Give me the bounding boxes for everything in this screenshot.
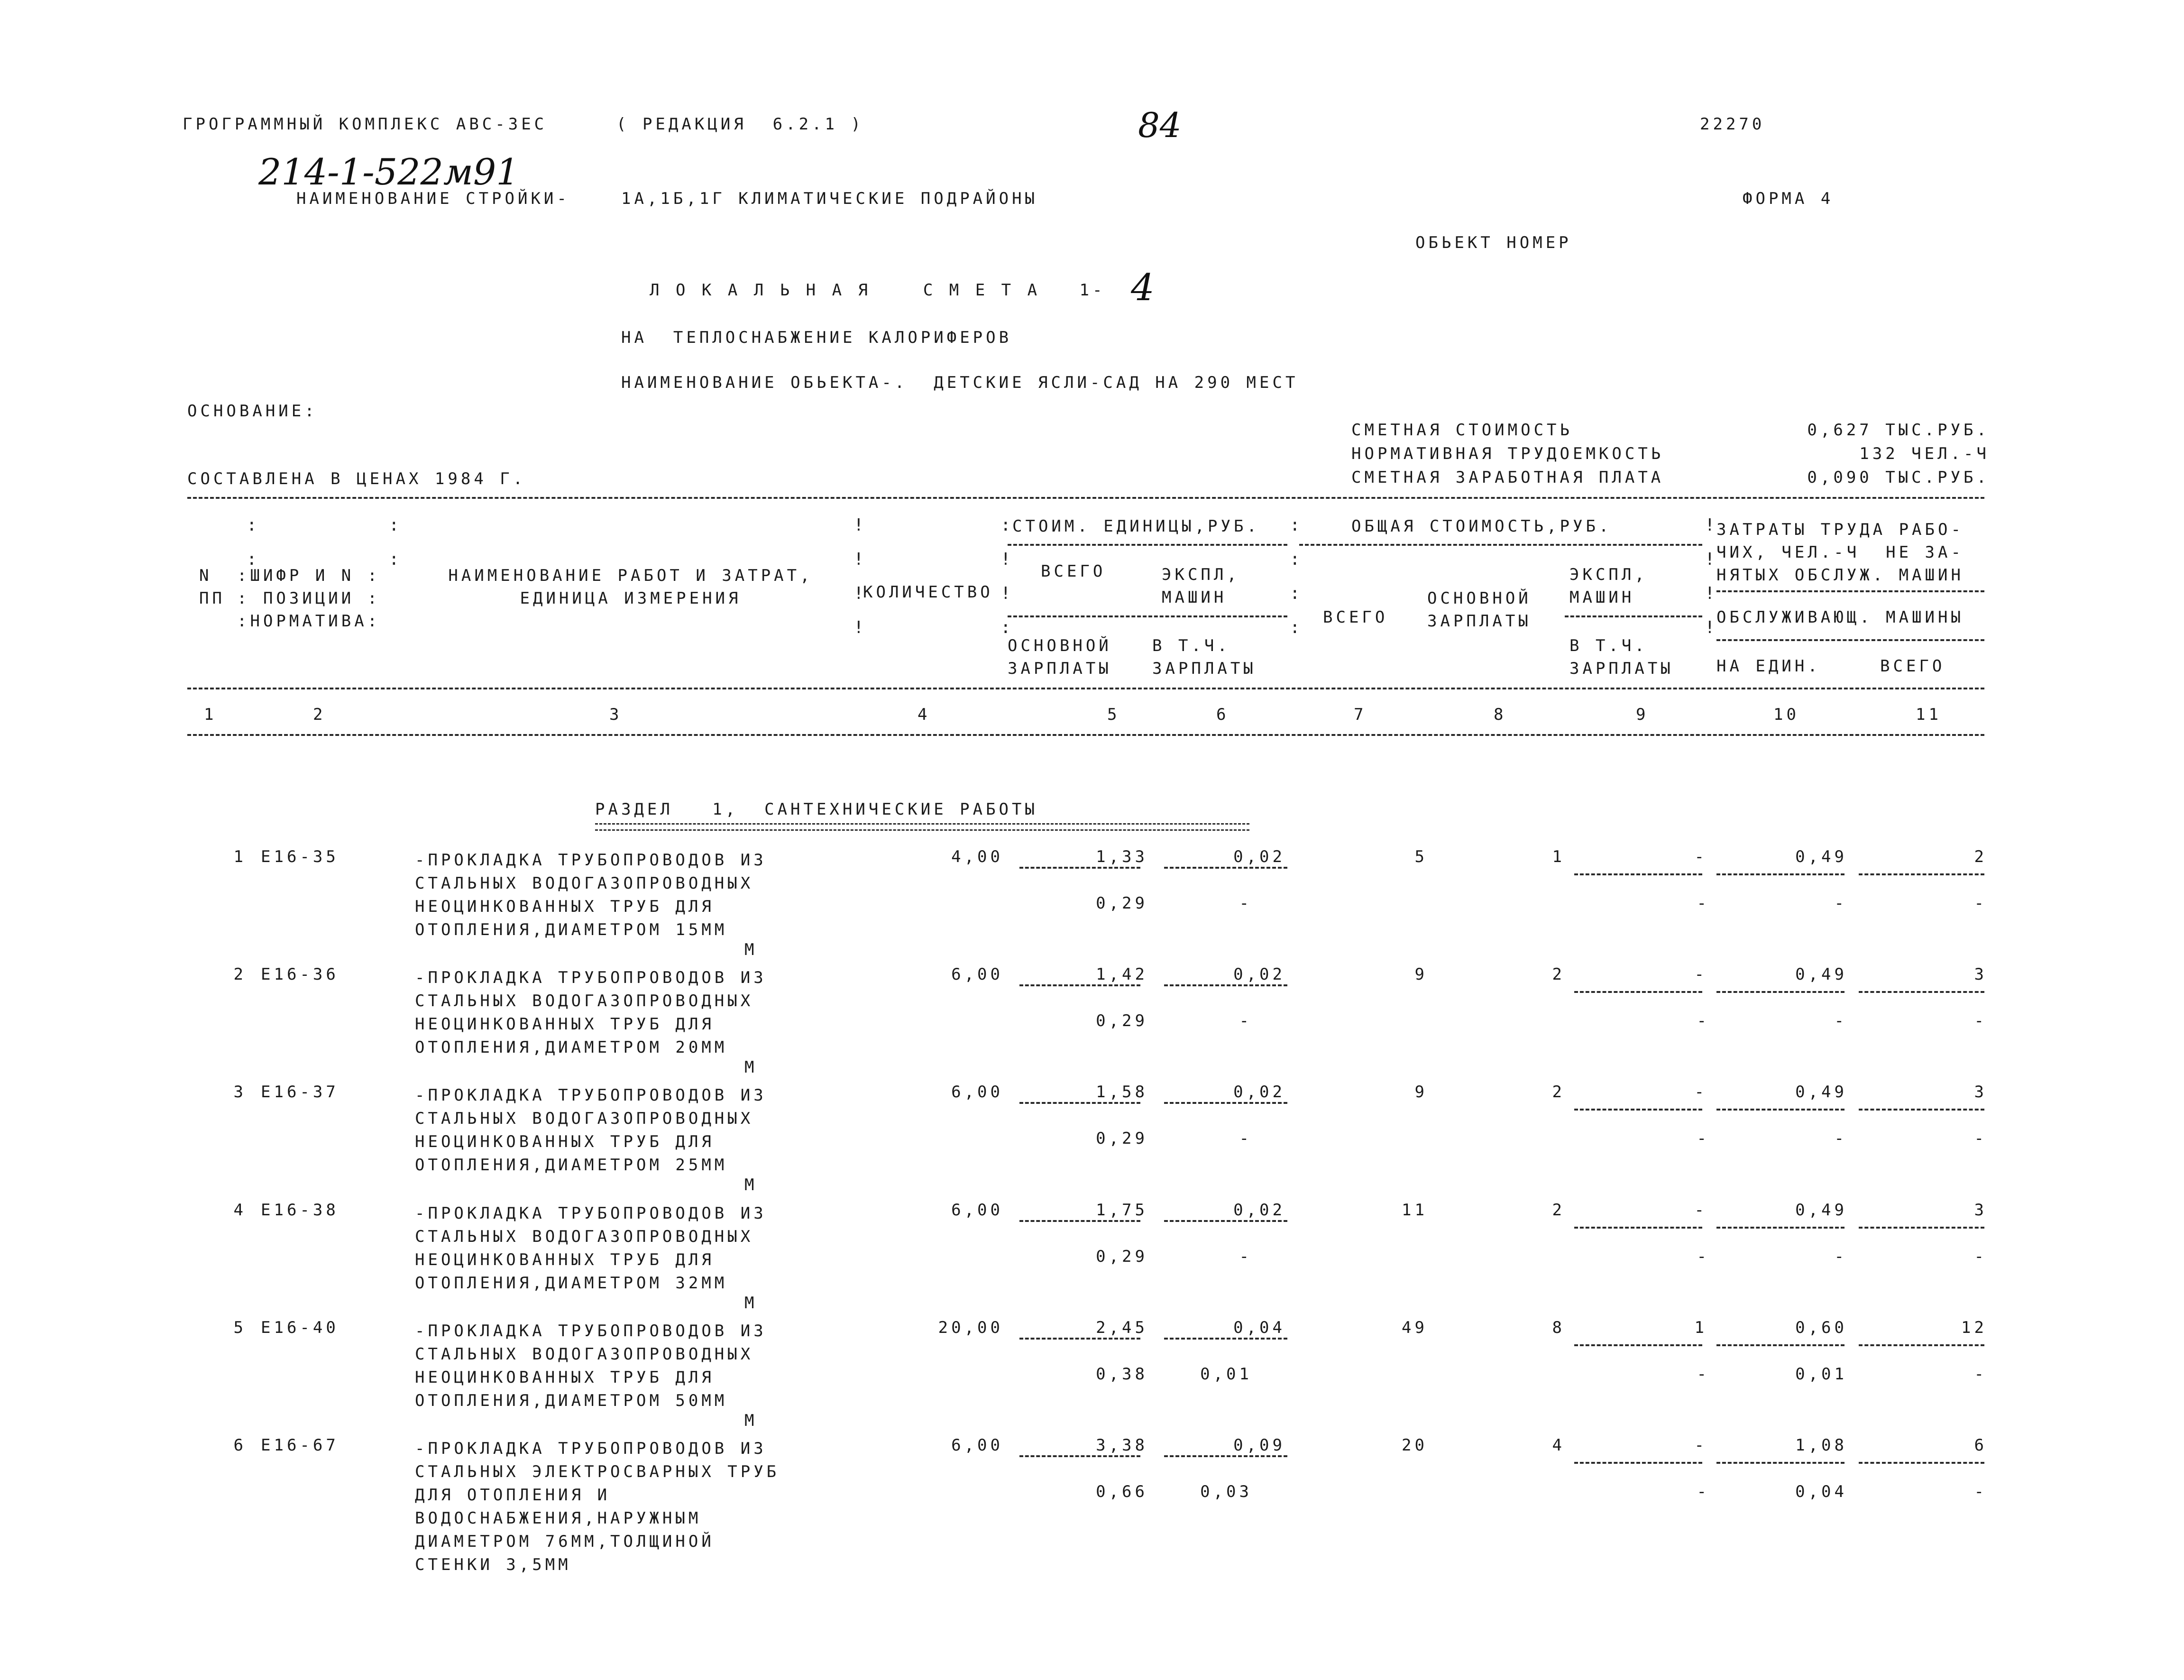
summary-label: СМЕТНАЯ ЗАРАБОТНАЯ ПЛАТА [1351,468,1664,487]
column-number: 9 [1636,705,1649,724]
row-rule [1574,1227,1702,1229]
row-unit-wage: 0,29 [1096,1011,1148,1030]
row-total: 9 [1414,965,1428,984]
header-npp: N ПП [199,566,225,608]
row-rule [1859,1227,1984,1229]
row-code: Е16-37 [261,1083,339,1102]
row-labor-total: 12 [1961,1318,1987,1337]
row-quantity: 4,00 [951,847,1003,866]
page-number-handwritten: 84 [1138,105,1182,145]
header-rule [1716,639,1984,641]
row-rule [1716,1227,1844,1229]
column-number: 3 [609,705,623,724]
summary-value: 0,090 ТЫС.РУБ. [1807,468,1990,487]
row-unit-total: 3,38 [1096,1436,1148,1455]
row-unit-incl-wage: - [1239,1011,1252,1030]
estimate-title: Л О К А Л Ь Н А Я С М Е Т А 1- [650,281,1106,300]
row-unit-incl-wage: - [1239,1129,1252,1148]
row-labor-unit: 0,49 [1795,847,1847,866]
column-number: 5 [1107,705,1120,724]
row-labor-unit: 0,60 [1795,1318,1847,1337]
col-separator: ! ! ! ! [853,515,864,637]
row-unit-machines: 0,09 [1233,1436,1285,1455]
doc-number-handwritten: 214-1-522м91 [258,151,519,193]
row-total-machines: - [1694,1083,1707,1102]
header-description: НАИМЕНОВАНИЕ РАБОТ И ЗАТРАТ, ЕДИНИЦА ИЗМЕРЕНИЯ [448,566,813,608]
row-rule [1859,991,1984,993]
header-total-cost: ОБЩАЯ СТОИМОСТЬ,РУБ. [1351,517,1612,536]
row-unit-incl-wage: - [1239,1247,1252,1266]
row-quantity: 6,00 [951,1201,1003,1220]
row-unit-total: 1,42 [1096,965,1148,984]
col-separator: : : : : [1290,515,1300,637]
row-number: 2 [233,965,247,984]
header-labor: ЗАТРАТЫ ТРУДА РАБО- ЧИХ, ЧЕЛ.-Ч НЕ ЗА- НЯТЫХ ОБСЛУЖ. МАШИН [1716,520,1964,585]
summary-label: НОРМАТИВНАЯ ТРУДОЕМКОСТЬ [1351,444,1664,463]
row-unit: М [744,1175,758,1194]
estimate-number-handwritten: 4 [1131,266,1155,309]
row-unit-machines: 0,04 [1233,1318,1285,1337]
column-number: 7 [1354,705,1367,724]
row-rule [1574,1109,1702,1111]
row-unit-total: 1,75 [1096,1201,1148,1220]
row-unit: М [744,1294,758,1313]
row-unit-machines: 0,02 [1233,847,1285,866]
row-rule [1716,991,1844,993]
header-rule [1565,615,1702,617]
program-name: ГРОГРАММНЫЙ КОМПЛЕКС АВС-3ЕС [183,115,548,134]
table-top-rule [187,497,1984,499]
row-code: Е16-35 [261,847,339,866]
row-code: Е16-40 [261,1318,339,1337]
row-description: -ПРОКЛАДКА ТРУБОПРОВОДОВ ИЗ СТАЛЬНЫХ ВОДОГАЗОПРОВОДНЫХ НЕОЦИНКОВАННЫХ ТРУБ ДЛЯ ОТОПЛЕНИЯ,ДИАМЕТРОМ 20ММ [415,968,767,1057]
row-total: 11 [1402,1201,1428,1220]
row-unit-wage: 0,66 [1096,1482,1148,1501]
row-rule [1164,1338,1287,1340]
summary-value: 132 ЧЕЛ.-Ч [1859,444,1990,463]
row-rule [1716,1344,1844,1346]
row-labor-total: 3 [1974,965,1987,984]
construction-label: НАИМЕНОВАНИЕ СТРОЙКИ- [296,189,570,208]
row-unit-total: 1,58 [1096,1083,1148,1102]
estimate-subtitle: НА ТЕПЛОСНАБЖЕНИЕ КАЛОРИФЕРОВ [621,328,1012,347]
row-labor-total: 2 [1974,847,1987,866]
row-unit-wage: 0,29 [1096,1129,1148,1148]
row-unit-wage: 0,29 [1096,894,1148,913]
row-unit: М [744,1411,758,1430]
construction-value: 1А,1Б,1Г КЛИМАТИЧЕСКИЕ ПОДРАЙОНЫ [621,189,1038,208]
object-name: НАИМЕНОВАНИЕ ОБЬЕКТА-. ДЕТСКИЕ ЯСЛИ-САД НА 290 МЕСТ [621,373,1299,392]
row-number: 3 [233,1083,247,1102]
col-separator: : ! ! : [1000,515,1011,637]
row-total-wage: 2 [1552,965,1565,984]
row-total: 49 [1402,1318,1428,1337]
row-total-wage: 4 [1552,1436,1565,1455]
header-unit-total: ВСЕГО [1041,562,1106,581]
row-unit-wage: 0,29 [1096,1247,1148,1266]
row-labor-unit: 0,49 [1795,1201,1847,1220]
row-labor-machines-total: - [1974,1247,1987,1266]
basis-label: ОСНОВАНИЕ: [187,402,318,421]
row-labor-machines-unit: - [1834,1129,1847,1148]
summary-value: 0,627 ТЫС.РУБ. [1807,421,1990,440]
row-labor-unit: 0,49 [1795,1083,1847,1102]
col-separator: : : [389,515,399,569]
row-rule [1716,1462,1844,1464]
summary-label: СМЕТНАЯ СТОИМОСТЬ [1351,421,1573,440]
row-total-machines: - [1694,1201,1707,1220]
column-number: 8 [1494,705,1507,724]
row-rule [1574,873,1702,875]
row-total: 20 [1402,1436,1428,1455]
row-rule [1019,1220,1140,1222]
col-separator: ! ! ! ! [1705,515,1715,637]
row-labor-total: 3 [1974,1083,1987,1102]
row-labor-total: 3 [1974,1201,1987,1220]
row-labor-machines-total: - [1974,1129,1987,1148]
col-separator: : : [247,515,257,569]
row-quantity: 6,00 [951,1083,1003,1102]
row-total-incl-wage: - [1697,1011,1710,1030]
row-rule [1574,1344,1702,1346]
column-number: 4 [918,705,931,724]
row-description: -ПРОКЛАДКА ТРУБОПРОВОДОВ ИЗ СТАЛЬНЫХ ВОДОГАЗОПРОВОДНЫХ НЕОЦИНКОВАННЫХ ТРУБ ДЛЯ ОТОПЛЕНИЯ,ДИАМЕТРОМ 50ММ [415,1322,767,1410]
row-quantity: 20,00 [938,1318,1003,1337]
row-labor-machines-unit: 0,04 [1795,1482,1847,1501]
row-total-incl-wage: - [1697,1365,1710,1384]
header-code: :ШИФР И N : : ПОЗИЦИИ : :НОРМАТИВА: [237,566,381,631]
row-code: Е16-67 [261,1436,339,1455]
row-rule [1164,1102,1287,1104]
row-unit-incl-wage: 0,01 [1200,1365,1252,1384]
header-total-mach: ЭКСПЛ, МАШИН [1569,565,1648,607]
row-total: 5 [1414,847,1428,866]
header-labor-total: ВСЕГО [1880,657,1945,676]
row-total-incl-wage: - [1697,894,1710,913]
row-unit-machines: 0,02 [1233,1201,1285,1220]
row-rule [1164,867,1287,869]
row-rule [1574,991,1702,993]
row-rule [1019,1102,1140,1104]
row-description: -ПРОКЛАДКА ТРУБОПРОВОДОВ ИЗ СТАЛЬНЫХ ЭЛЕКТРОСВАРНЫХ ТРУБ ДЛЯ ОТОПЛЕНИЯ И ВОДОСНАБЖЕНИЯ,НАРУЖНЫМ ДИАМЕТРОМ 76ММ,ТОЛЩИНОЙ СТЕНКИ 3,5ММ [415,1439,780,1574]
row-rule [1859,1109,1984,1111]
row-labor-machines-total: - [1974,1011,1987,1030]
column-number: 1 [204,705,217,724]
header-unit-incl: В Т.Ч. ЗАРПЛАТЫ [1152,636,1257,678]
row-labor-machines-unit: 0,01 [1795,1365,1847,1384]
row-rule [1716,873,1844,875]
row-total-wage: 2 [1552,1201,1565,1220]
row-unit-incl-wage: 0,03 [1200,1482,1252,1501]
row-unit: М [744,1058,758,1077]
row-quantity: 6,00 [951,965,1003,984]
row-rule [1164,1455,1287,1457]
row-labor-unit: 0,49 [1795,965,1847,984]
row-description: -ПРОКЛАДКА ТРУБОПРОВОДОВ ИЗ СТАЛЬНЫХ ВОДОГАЗОПРОВОДНЫХ НЕОЦИНКОВАННЫХ ТРУБ ДЛЯ ОТОПЛЕНИЯ,ДИАМЕТРОМ 25ММ [415,1086,767,1175]
row-unit-total: 1,33 [1096,847,1148,866]
row-labor-machines-total: - [1974,1365,1987,1384]
section-title: РАЗДЕЛ 1, САНТЕХНИЧЕСКИЕ РАБОТЫ [595,800,1038,819]
header-unit-wage: ОСНОВНОЙ ЗАРПЛАТЫ [1008,636,1112,678]
row-quantity: 6,00 [951,1436,1003,1455]
row-rule [1164,1220,1287,1222]
row-rule [1859,873,1984,875]
row-total-incl-wage: - [1697,1247,1710,1266]
column-number: 2 [313,705,326,724]
header-labor-machines: ОБСЛУЖИВАЮЩ. МАШИНЫ [1716,608,1964,627]
header-total-incl: В Т.Ч. ЗАРПЛАТЫ [1569,636,1674,678]
row-labor-machines-unit: - [1834,894,1847,913]
row-number: 5 [233,1318,247,1337]
header-rule [1008,615,1287,617]
row-total-wage: 2 [1552,1083,1565,1102]
header-rule [1299,544,1702,546]
header-labor-unit: НА ЕДИН. [1716,657,1821,676]
row-labor-unit: 1,08 [1795,1436,1847,1455]
row-rule [1859,1462,1984,1464]
row-unit-incl-wage: - [1239,894,1252,913]
row-total-incl-wage: - [1697,1482,1710,1501]
row-description: -ПРОКЛАДКА ТРУБОПРОВОДОВ ИЗ СТАЛЬНЫХ ВОДОГАЗОПРОВОДНЫХ НЕОЦИНКОВАННЫХ ТРУБ ДЛЯ ОТОПЛЕНИЯ,ДИАМЕТРОМ 32ММ [415,1204,767,1293]
object-number: ОБЬЕКТ НОМЕР [1415,233,1572,252]
row-rule [1164,984,1287,986]
row-labor-total: 6 [1974,1436,1987,1455]
row-total-incl-wage: - [1697,1129,1710,1148]
row-rule [1019,1455,1140,1457]
table-header-rule [187,688,1984,689]
header-unit-cost: СТОИМ. ЕДИНИЦЫ,РУБ. [1012,517,1260,536]
row-rule [1574,1462,1702,1464]
section-underline [595,823,1249,831]
table-header-bottom-rule [187,734,1984,736]
row-rule [1019,867,1140,869]
row-unit-total: 2,45 [1096,1318,1148,1337]
row-number: 6 [233,1436,247,1455]
row-code: Е16-36 [261,965,339,984]
header-total-wage: ОСНОВНОЙ ЗАРПЛАТЫ [1427,589,1532,631]
header-unit-mach: ЭКСПЛ, МАШИН [1162,565,1240,607]
row-labor-machines-total: - [1974,1482,1987,1501]
row-code: Е16-38 [261,1201,339,1220]
row-number: 4 [233,1201,247,1220]
row-total-machines: - [1694,847,1707,866]
row-unit-machines: 0,02 [1233,965,1285,984]
column-number: 10 [1773,705,1799,724]
row-total-machines: - [1694,1436,1707,1455]
column-number: 11 [1916,705,1942,724]
row-total-wage: 8 [1552,1318,1565,1337]
header-rule [1716,590,1984,592]
edition: ( РЕДАКЦИЯ 6.2.1 ) [616,115,864,134]
row-total-machines: 1 [1694,1318,1707,1337]
row-labor-machines-unit: - [1834,1011,1847,1030]
row-rule [1859,1344,1984,1346]
row-rule [1019,984,1140,986]
row-unit: М [744,940,758,959]
prices-basis: СОСТАВЛЕНА В ЦЕНАХ 1984 Г. [187,469,526,488]
row-total-wage: 1 [1552,847,1565,866]
row-number: 1 [233,847,247,866]
row-rule [1019,1338,1140,1340]
header-quantity: КОЛИЧЕСТВО [863,583,993,602]
row-labor-machines-unit: - [1834,1247,1847,1266]
row-labor-machines-total: - [1974,894,1987,913]
header-rule [1008,544,1287,546]
row-unit-wage: 0,38 [1096,1365,1148,1384]
form-number: ФОРМА 4 [1743,189,1834,208]
document-code: 22270 [1700,115,1765,134]
row-description: -ПРОКЛАДКА ТРУБОПРОВОДОВ ИЗ СТАЛЬНЫХ ВОДОГАЗОПРОВОДНЫХ НЕОЦИНКОВАННЫХ ТРУБ ДЛЯ ОТОПЛЕНИЯ,ДИАМЕТРОМ 15ММ [415,851,767,939]
header-total-all: ВСЕГО [1323,608,1388,627]
row-unit-machines: 0,02 [1233,1083,1285,1102]
row-total-machines: - [1694,965,1707,984]
column-number: 6 [1216,705,1230,724]
row-rule [1716,1109,1844,1111]
row-total: 9 [1414,1083,1428,1102]
